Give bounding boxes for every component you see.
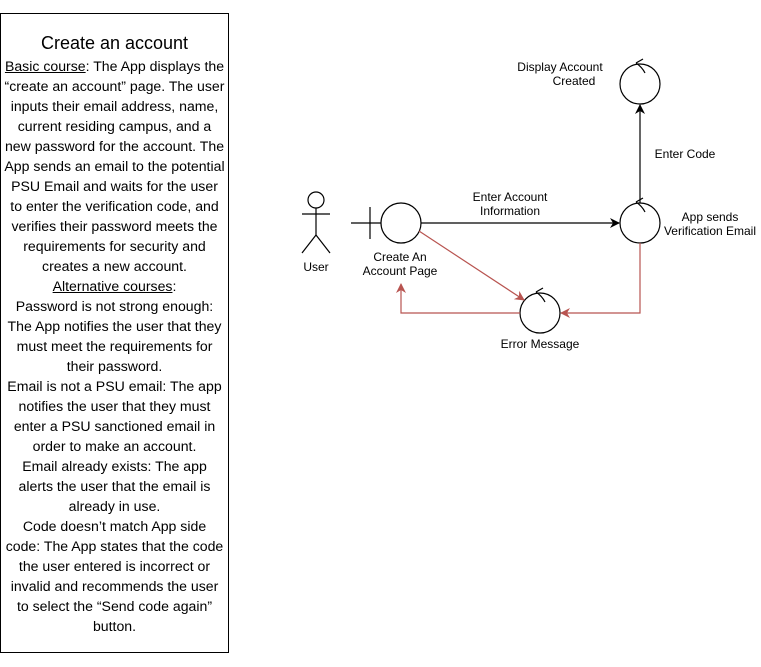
error-message-label: Error Message	[500, 337, 580, 351]
control-display-created-icon	[620, 59, 660, 104]
user-actor-icon	[302, 192, 330, 253]
alternative-course: Password is not strong enough: The App notifies the user that they must meet the requirements for their password.	[7, 298, 222, 374]
boundary-icon	[351, 203, 421, 243]
alternative-course: Email is not a PSU email: The app notifies the user that they must enter a PSU sanctioned email in order to make an account.	[7, 378, 222, 454]
verification-label-line2: Verification Email	[663, 224, 757, 238]
use-case-title: Create an account	[40, 33, 189, 53]
alternative-course: Code doesn’t match App side code: The App states that the code the user entered is incorrect or invalid and recommends the user to select the “Send code again” button.	[5, 518, 224, 634]
edge-enter-code-label: Enter Code	[654, 147, 716, 161]
alternative-courses-label: Alternative courses	[52, 278, 173, 294]
basic-course-label: Basic course	[4, 58, 86, 74]
boundary-label-line1: Create An	[373, 250, 427, 264]
control-verification-icon	[620, 198, 660, 243]
display-created-label-line2: Created	[552, 74, 596, 88]
boundary-label-line2: Account Page	[362, 264, 438, 278]
edge-verification-to-error	[561, 243, 640, 313]
control-error-icon	[520, 288, 560, 333]
alternative-course: Email already exists: The app alerts the user that the email is already in use.	[18, 458, 211, 514]
user-actor-label: User	[303, 260, 329, 274]
edge-enter-info-label-line2: Information	[479, 204, 541, 218]
alternative-courses-heading: Alternative courses:	[52, 278, 177, 294]
verification-label-line1: App sends	[681, 210, 739, 224]
display-created-label-line1: Display Account	[517, 60, 603, 74]
edge-error-to-boundary	[401, 284, 520, 313]
edge-enter-info-label-line1: Enter Account	[472, 190, 548, 204]
basic-course-text: : The App displays the “create an account” page. The user inputs their email address, name, current residing campus, and a new password for the account. The App sends an email to the potential PSU Email and waits for the user to enter the verification code, and verifies their password meets the requirements for security and creates a new account.	[4, 58, 225, 274]
